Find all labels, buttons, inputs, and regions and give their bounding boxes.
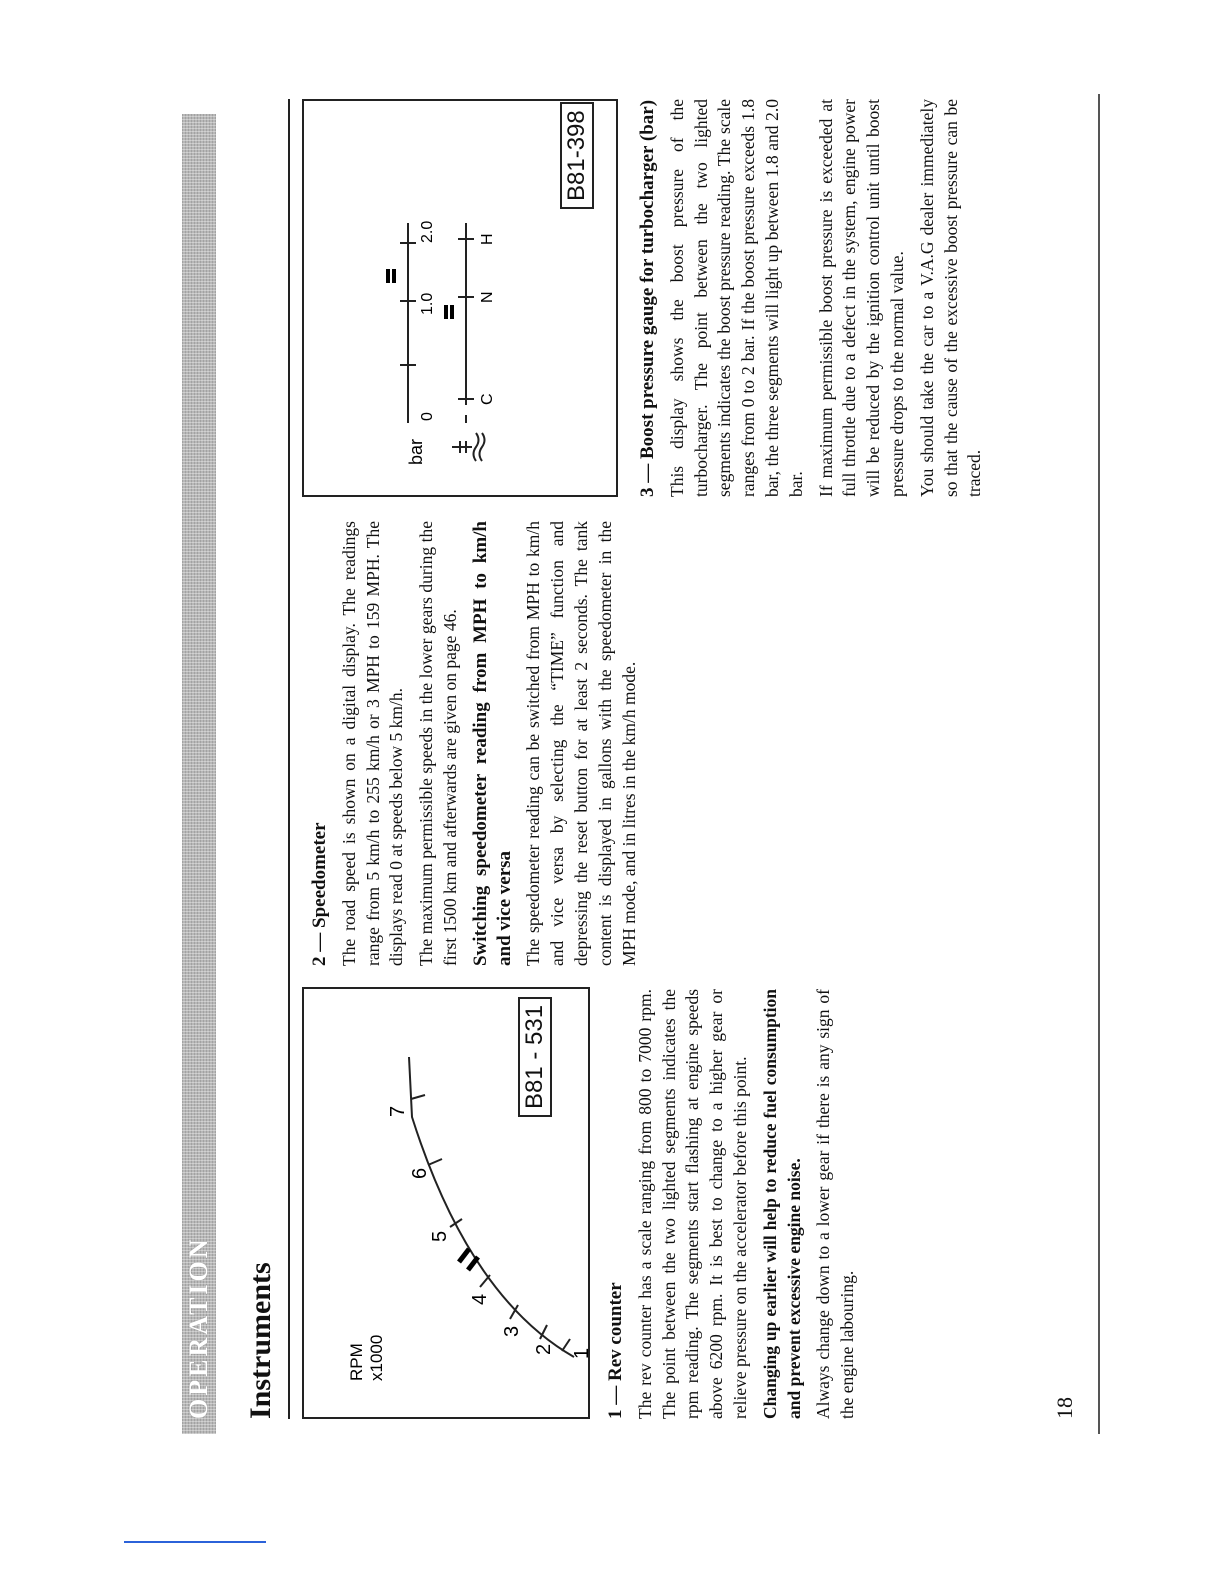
boost-gauge-section bbox=[630, 99, 993, 497]
rpm-unit-label: RPM bbox=[347, 1343, 366, 1381]
boost-scale-labels bbox=[419, 221, 436, 421]
rev-scale-labels bbox=[387, 1106, 593, 1359]
boost-lit-segments bbox=[388, 269, 394, 283]
speedometer-text: The road speed is shown on a digital display. The readings range from 5 km/h to 255 km/h or 3 MPH to 159 MPH. The displays read 0 at speeds below 5 km/h. bbox=[338, 521, 407, 966]
figure-code: B81-398 bbox=[560, 102, 594, 209]
temp-tick-cold: C bbox=[479, 393, 496, 405]
rev-counter-note: Always change down to a lower gear if there is any sign of the engine labouring. bbox=[813, 989, 858, 1419]
temp-tick-normal: N bbox=[479, 291, 496, 303]
boost-gauge-dealer-text: You should take the car to a V.A.G dealer immediately so that the cause of the excessive boost pressure can be traced. bbox=[916, 99, 985, 497]
boost-gauge-heading: 3 — Boost pressure gauge for turbocharger (bar) bbox=[637, 99, 658, 497]
rev-counter-section bbox=[598, 989, 866, 1419]
underline-artifact bbox=[124, 1541, 266, 1543]
speedometer-section bbox=[302, 521, 647, 966]
rev-scale-ticks bbox=[411, 1095, 570, 1351]
coolant-temp-icon bbox=[452, 433, 485, 461]
rev-tick-4: 4 bbox=[469, 1293, 491, 1305]
rev-tick-2: 2 bbox=[533, 1343, 555, 1355]
bottom-rule bbox=[1098, 94, 1100, 1434]
figure-code: B81 - 531 bbox=[518, 997, 552, 1117]
speedometer-heading: 2 — Speedometer bbox=[309, 822, 330, 966]
rev-counter-figure bbox=[302, 987, 593, 1419]
boost-gauge-figure bbox=[302, 99, 618, 497]
bar-unit-label: bar bbox=[406, 438, 426, 465]
rev-tick-7: 7 bbox=[387, 1105, 409, 1117]
boost-gauge-text: This display shows the boost pressure of the turbocharger. The point between the two lighted segments indicates the boost pressure reading. The scale ranges from 0 to 2 bar. If the boost pressure exceeds 1.8 bar, the three segments will light up between 1.8 and 2.0 bar. bbox=[666, 99, 806, 497]
band-title: OPERATION bbox=[184, 1236, 213, 1419]
rev-tick-5: 5 bbox=[429, 1230, 451, 1242]
temp-lit-segments bbox=[446, 305, 452, 319]
speedometer-switch-heading: Switching speedometer reading from MPH to km/h and vice versa bbox=[469, 521, 515, 966]
rev-counter-text: The rev counter has a scale ranging from 800 to 7000 rpm. The point between the two lighted segments indicates the rpm reading. The segments start flashing at engine speeds above 6200 rpm. It is best to change to a higher gear or relieve pressure on the accelerator before this point. bbox=[634, 989, 750, 1419]
speedometer-limits-text: The maximum permissible speeds in the lower gears during the first 1500 km and afterwards are given on page 46. bbox=[416, 521, 460, 966]
title-rule bbox=[288, 99, 290, 1419]
page-number: 18 bbox=[1052, 1397, 1077, 1419]
page-title: Instruments bbox=[244, 1262, 277, 1419]
speedometer-switch-text: The speedometer reading can be switched from MPH to km/h and vice versa by selecting the “TIME” function and depressing the reset button for at least 2 seconds. The tank content is displayed in gallons with the speedometer in the MPH mode, and in litres in the km/h mode. bbox=[523, 521, 639, 966]
rev-lit-segments bbox=[459, 1249, 478, 1270]
rev-counter-heading: 1 — Rev counter bbox=[605, 1282, 626, 1419]
rev-counter-tip: Changing up earlier will help to reduce fuel consumption and prevent excessive engine noise. bbox=[759, 989, 804, 1419]
temp-scale-labels bbox=[479, 233, 496, 405]
rev-tick-6: 6 bbox=[409, 1167, 431, 1179]
boost-gauge-defect-text: If maximum permissible boost pressure is exceeded at full throttle due to a defect in the system, engine power will be reduced by the ignition control unit until boost pressure drops to the normal value. bbox=[815, 99, 907, 497]
rev-tick-1: 1 bbox=[571, 1347, 593, 1359]
rpm-multiplier-label: x1000 bbox=[367, 1334, 386, 1381]
temp-tick-hot: H bbox=[479, 233, 496, 245]
boost-tick-1: 1.0 bbox=[419, 292, 436, 315]
boost-tick-0: 0 bbox=[419, 412, 436, 421]
boost-tick-2: 2.0 bbox=[419, 220, 436, 243]
rev-tick-3: 3 bbox=[501, 1325, 523, 1337]
